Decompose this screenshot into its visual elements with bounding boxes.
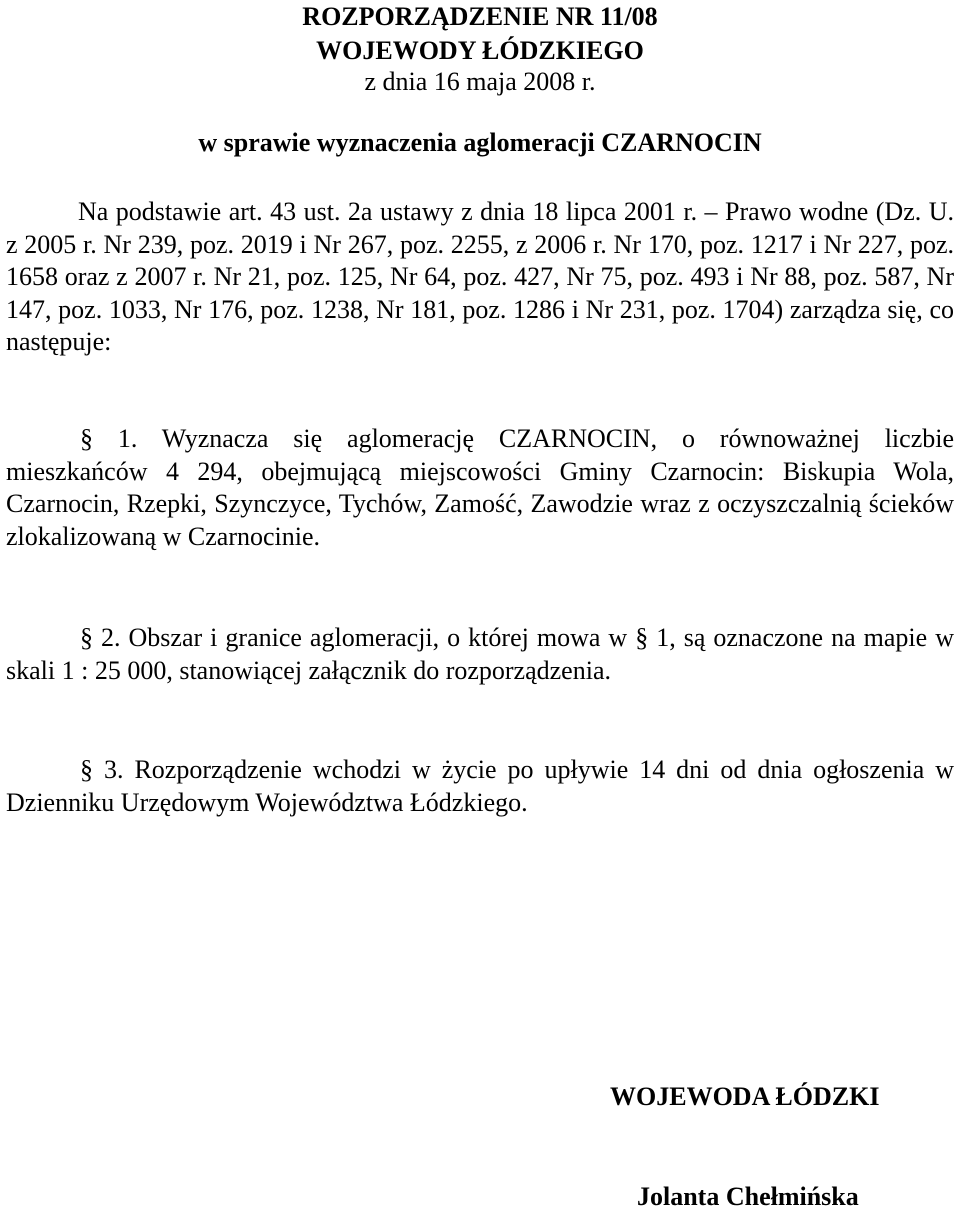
section-2 <box>6 622 954 687</box>
section-2-mark: § 2. <box>80 623 121 652</box>
section-1-text: Wyznacza się aglomerację CZARNOCIN, o równoważnej liczbie mieszkańców 4 294, obejmującą miejscowości Gminy Czarnocin: Biskupia Wola, Czarnocin, Rzepki, Szynczyce, Tychów, Zamość, Zawodzie wraz z oczyszczalnią ścieków zlokalizowaną w Czarnocinie. <box>6 424 955 551</box>
title-line-1: ROZPORZĄDZENIE NR 11/08 <box>302 2 658 31</box>
title-line-2: WOJEWODY ŁÓDZKIEGO <box>316 36 644 65</box>
document-title <box>0 0 960 68</box>
document-date: z dnia 16 maja 2008 r. <box>364 67 596 96</box>
document-subject: w sprawie wyznaczenia aglomeracji CZARNOCIN <box>198 128 762 157</box>
preamble-paragraph: Na podstawie art. 43 ust. 2a ustawy z dnia 18 lipca 2001 r. – Prawo wodne (Dz. U. z 2005 r. Nr 239, poz. 2019 i Nr 267, poz. 2255, z 2006 r. Nr 170, poz. 1217 i Nr 227, poz. 1658 oraz z 2007 r. Nr 21, poz. 125, Nr 64, poz. 427, Nr 75, poz. 493 i Nr 88, poz. 587, Nr 147, poz. 1033, Nr 176, poz. 1238, Nr 181, poz. 1286 i Nr 231, poz. 1704) zarządza się, co następuje: <box>6 197 954 356</box>
section-3-mark: § 3. <box>80 755 124 784</box>
section-1 <box>6 423 954 553</box>
signature-office: WOJEWODA ŁÓDZKI <box>610 1082 880 1111</box>
section-3-text: Rozporządzenie wchodzi w życie po upływie 14 dni od dnia ogłoszenia w Dzienniku Urzędowym Województwa Łódzkiego. <box>6 755 955 817</box>
section-1-mark: § 1. <box>80 424 138 453</box>
section-3 <box>6 754 954 819</box>
signature-name: Jolanta Chełmińska <box>637 1182 859 1211</box>
section-2-text: Obszar i granice aglomeracji, o której mowa w § 1, są oznaczone na mapie w skali 1 : 25 000, stanowiącej załącznik do rozporządzenia. <box>6 623 954 685</box>
